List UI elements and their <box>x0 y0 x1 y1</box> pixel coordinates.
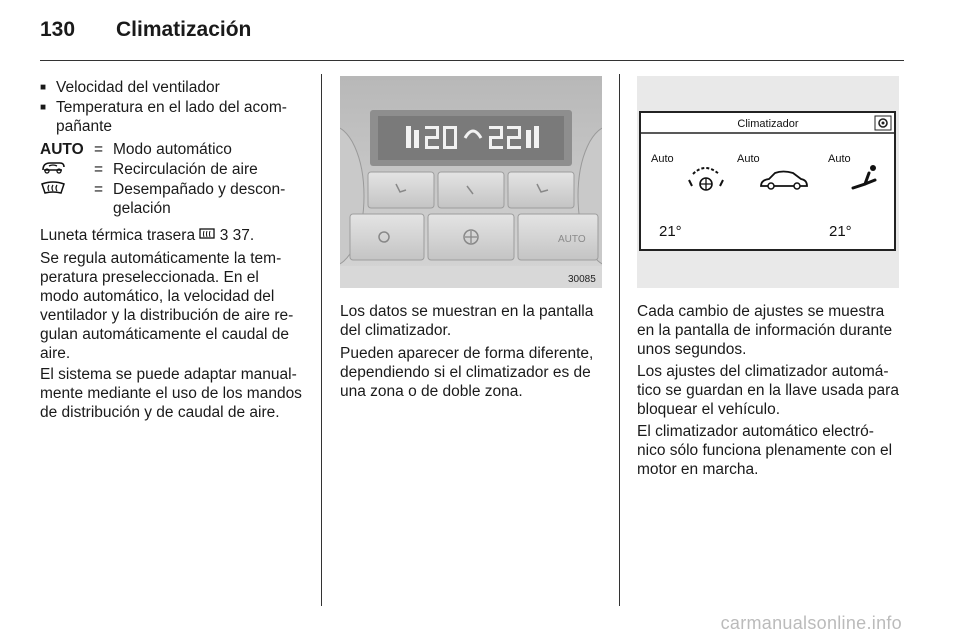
bullet-item <box>40 98 310 136</box>
text-line: gulan automáticamente el caudal de <box>40 326 290 343</box>
display-temp-left: 21° <box>659 223 682 240</box>
legend-row-auto <box>40 140 310 159</box>
text-line: del climatizador. <box>340 322 452 339</box>
auto-paragraph <box>40 249 315 363</box>
bullet-text: Velocidad del ventilador <box>56 79 220 96</box>
manual-paragraph <box>40 365 315 422</box>
bullet-text: Temperatura en el lado del acom- <box>56 99 287 116</box>
settings-icon <box>875 116 891 130</box>
display-auto-seat: Auto <box>828 153 851 165</box>
rear-window-heater-icon <box>199 227 215 244</box>
panel-auto-button-label: AUTO <box>558 234 586 245</box>
text-line: El climatizador automático electró- <box>637 423 874 440</box>
figure-code: 30085 <box>568 274 596 285</box>
text-line: una zona o de doble zona. <box>340 383 523 400</box>
display-auto-fan: Auto <box>651 153 674 165</box>
display-title: Climatizador <box>737 118 799 130</box>
text-line: de distribución y de caudal de aire. <box>40 404 280 421</box>
legend-symbol: AUTO <box>40 141 84 158</box>
display-auto-distribution: Auto <box>737 153 760 165</box>
text-line: dependiendo si el climatizador es de <box>340 364 591 381</box>
text-line: unos segundos. <box>637 341 747 358</box>
text-line: peratura preseleccionada. En el <box>40 269 259 286</box>
column-divider-2 <box>619 74 620 606</box>
text-line: aire. <box>40 345 71 362</box>
text-line: tico se guardan en la llave usada para <box>637 382 899 399</box>
col2-paragraph-2 <box>340 344 615 401</box>
col3-paragraph-3 <box>637 422 907 479</box>
climate-display-illustration <box>637 76 899 288</box>
bullet-text-continued: pañante <box>56 118 113 135</box>
text-line: Los datos se muestran en la pantalla <box>340 303 594 320</box>
text-line: modo automático, la velocidad del <box>40 288 275 305</box>
text-line: motor en marcha. <box>637 461 759 478</box>
text-line: El sistema se puede adaptar manual- <box>40 366 297 383</box>
legend-row-defrost <box>40 180 310 218</box>
bullet-mark: ■ <box>40 82 47 93</box>
climate-control-panel-photo <box>340 76 602 288</box>
legend-equals: = <box>94 161 104 178</box>
legend-description: Recirculación de aire <box>113 161 258 178</box>
watermark: carmanualsonline.info <box>720 613 902 633</box>
text-line: nico sólo funciona plenamente con el <box>637 442 893 459</box>
recirculation-icon <box>40 160 86 179</box>
text-line: bloquear el vehículo. <box>637 401 781 418</box>
page-number: 130 <box>40 18 76 41</box>
legend-equals: = <box>94 181 104 198</box>
column-divider-1 <box>321 74 322 606</box>
text-line: Los ajustes del climatizador automá- <box>637 363 889 380</box>
text-line: en la pantalla de información durante <box>637 322 893 339</box>
legend-equals: = <box>94 141 104 158</box>
page-title: Climatización <box>116 18 252 41</box>
text-line: Pueden aparecer de forma diferente, <box>340 345 594 362</box>
page-reference[interactable]: 3 37. <box>219 227 255 244</box>
bullet-mark: ■ <box>40 102 47 113</box>
col3-paragraph-1 <box>637 302 907 359</box>
legend-description: Desempañado y descon- <box>113 181 286 198</box>
header-divider <box>40 60 904 61</box>
legend-description-continued: gelación <box>113 200 171 217</box>
text-line: Se regula automáticamente la tem- <box>40 250 282 267</box>
rear-window-text: Luneta térmica trasera <box>40 227 196 244</box>
bullet-item <box>40 78 310 97</box>
display-temp-right: 21° <box>829 223 852 240</box>
col3-paragraph-2 <box>637 362 907 419</box>
text-line: mente mediante el uso de los mandos <box>40 385 302 402</box>
legend-description: Modo automático <box>113 141 232 158</box>
text-line: ventilador y la distribución de aire re- <box>40 307 294 324</box>
rear-window-paragraph <box>40 226 315 245</box>
legend-row-recirculation <box>40 160 310 179</box>
windshield-defrost-icon <box>40 180 86 201</box>
col2-paragraph-1 <box>340 302 615 340</box>
text-line: Cada cambio de ajustes se muestra <box>637 303 885 320</box>
